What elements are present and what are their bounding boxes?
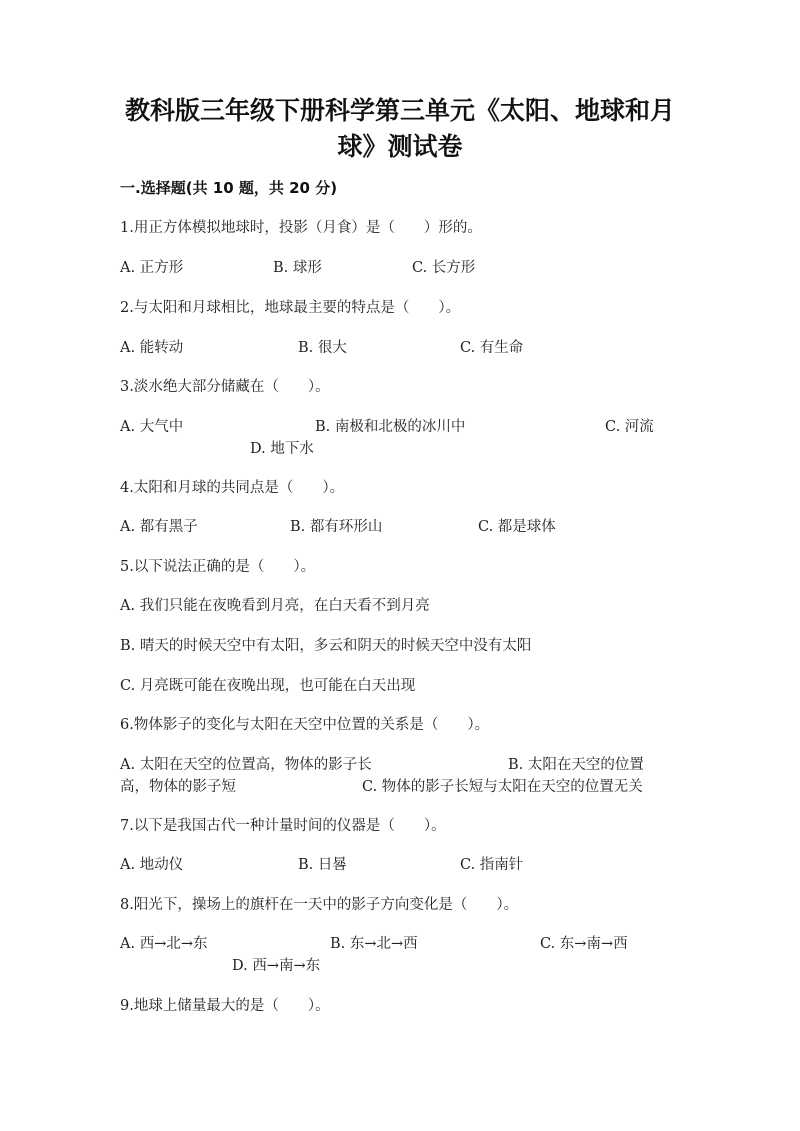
page-title-line-1: 教科版三年级下册科学第三单元《太阳、地球和月 (124, 96, 675, 125)
question-2-option-a: A. 能转动 (120, 340, 184, 356)
question-4-option-b: B. 都有环形山 (290, 519, 383, 535)
question-7-option-c: C. 指南针 (460, 857, 524, 873)
question-3-option-d: D. 地下水 (250, 441, 314, 457)
page-title (100, 93, 700, 165)
question-3-option-a: A. 大气中 (120, 419, 184, 435)
question-6-option-a: A. 太阳在天空的位置高，物体的影子长 (120, 757, 372, 773)
question-7-option-a: A. 地动仪 (120, 857, 184, 873)
question-7-option-b: B. 日晷 (298, 857, 347, 873)
question-1-option-b: B. 球形 (273, 260, 322, 276)
question-3-stem: 3.淡水绝大部分储藏在（ ）。 (120, 379, 330, 395)
question-6-option-c: C. 物体的影子长短与太阳在天空的位置无关 (362, 779, 643, 795)
question-6-option-b: B. 太阳在天空的位置 (508, 757, 644, 773)
question-6-stem: 6.物体影子的变化与太阳在天空中位置的关系是（ ）。 (120, 717, 490, 733)
question-8-stem: 8.阳光下，操场上的旗杆在一天中的影子方向变化是（ ）。 (120, 897, 519, 913)
question-2-stem: 2.与太阳和月球相比，地球最主要的特点是（ ）。 (120, 300, 461, 316)
question-8-option-d: D. 西→南→东 (232, 958, 321, 974)
question-4-option-c: C. 都是球体 (478, 519, 556, 535)
question-8-option-a: A. 西→北→东 (120, 936, 208, 952)
question-5-option-c: C. 月亮既可能在夜晚出现，也可能在白天出现 (120, 678, 416, 694)
question-4-stem: 4.太阳和月球的共同点是（ ）。 (120, 480, 345, 496)
question-2-option-b: B. 很大 (298, 340, 347, 356)
question-5-option-b: B. 晴天的时候天空中有太阳，多云和阴天的时候天空中没有太阳 (120, 638, 532, 654)
question-5-option-a: A. 我们只能在夜晚看到月亮，在白天看不到月亮 (120, 598, 430, 614)
question-3-option-b: B. 南极和北极的冰川中 (315, 419, 466, 435)
question-8-option-b: B. 东→北→西 (330, 936, 418, 952)
question-6-option-b-continued: 高，物体的影子短 (120, 779, 236, 795)
question-1-stem: 1.用正方体模拟地球时，投影（月食）是（ ）形的。 (120, 220, 482, 236)
page-title-line-2: 球》测试卷 (337, 132, 463, 161)
question-4-option-a: A. 都有黑子 (120, 519, 198, 535)
question-1-option-a: A. 正方形 (120, 260, 184, 276)
section-heading: 一.选择题(共 10 题，共 20 分) (120, 179, 338, 197)
question-7-stem: 7.以下是我国古代一种计量时间的仪器是（ ）。 (120, 818, 446, 834)
question-8-option-c: C. 东→南→西 (540, 936, 628, 952)
question-2-option-c: C. 有生命 (460, 340, 524, 356)
question-1-option-c: C. 长方形 (412, 260, 476, 276)
question-3-option-c: C. 河流 (605, 419, 654, 435)
question-5-stem: 5.以下说法正确的是（ ）。 (120, 559, 316, 575)
question-9-stem: 9.地球上储量最大的是（ ）。 (120, 998, 330, 1014)
